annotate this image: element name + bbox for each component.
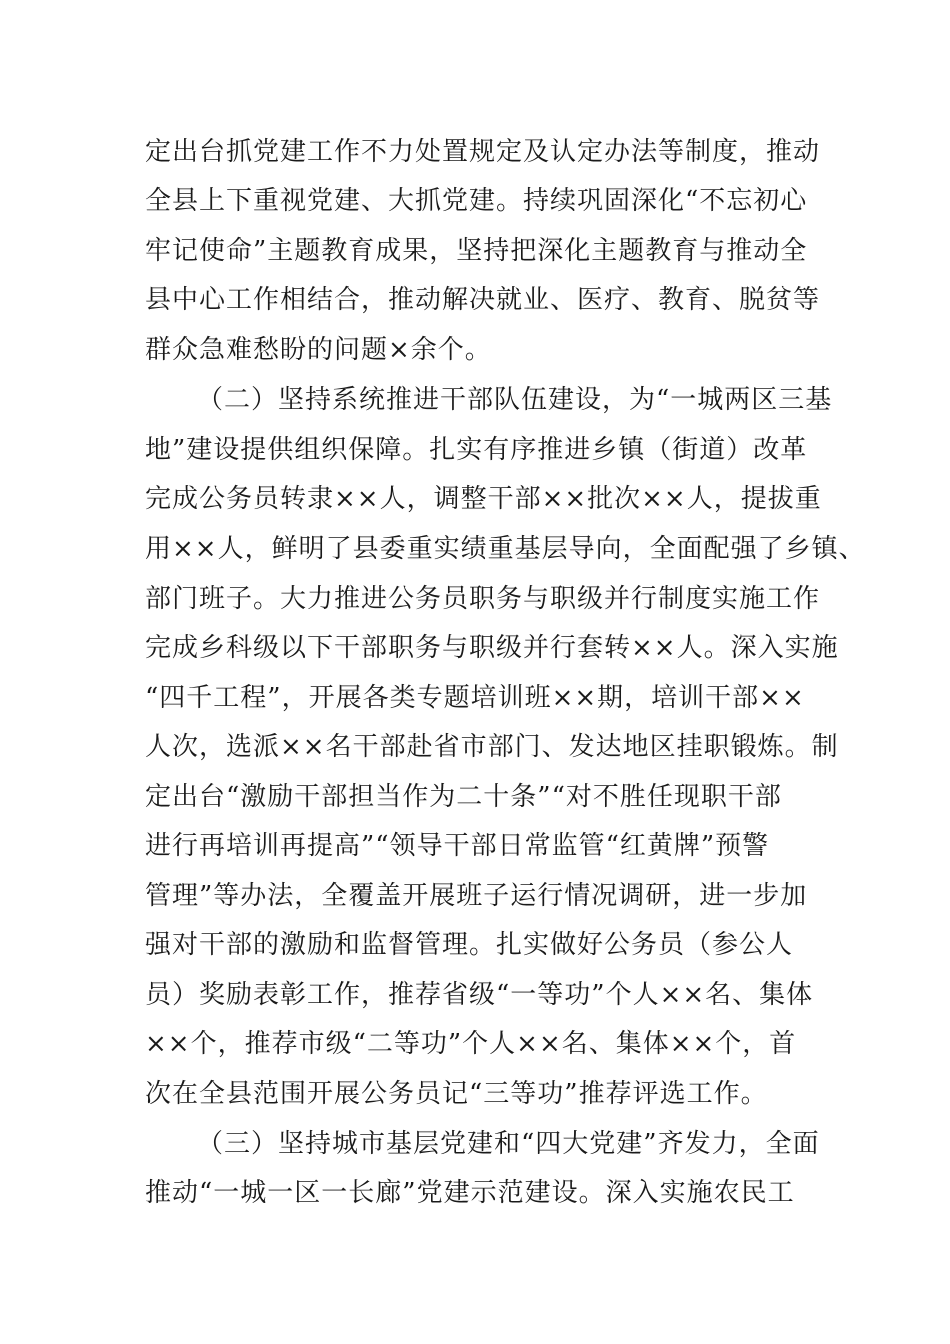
text-line: 用××人，鲜明了县委重实绩重基层导向，全面配强了乡镇、	[145, 534, 866, 564]
text-line: 定出台抓党建工作不力处置规定及认定办法等制度，推动	[145, 137, 821, 167]
text-line: “四千工程”，开展各类专题培训班××期，培训干部××	[145, 683, 805, 713]
text-line: 县中心工作相结合，推动解决就业、医疗、教育、脱贫等	[145, 285, 821, 315]
text-line: 全县上下重视党建、大抓党建。持续巩固深化“不忘初心	[145, 186, 808, 216]
text-line: 进行再培训再提高”“领导干部日常监管“红黄牌”预警	[145, 831, 770, 861]
text-line: ××个，推荐市级“二等功”个人××名、集体××个，首	[145, 1029, 797, 1059]
text-line: 群众急难愁盼的问题×余个。	[145, 335, 492, 365]
text-line: 人次，选派××名干部赴省市部门、发达地区挂职锻炼。制	[145, 732, 839, 762]
text-line: 推动“一城一区一长廊”党建示范建设。深入实施农民工	[145, 1178, 795, 1208]
section-heading-2: （二）坚持系统推进干部队伍建设，为“一城两区三基	[197, 385, 833, 415]
text-line: 地”建设提供组织保障。扎实有序推进乡镇（街道）改革	[145, 435, 808, 465]
text-line: 完成乡科级以下干部职务与职级并行套转××人。深入实施	[145, 633, 839, 663]
text-line: 定出台“激励干部担当作为二十条”“对不胜任现职干部	[145, 782, 782, 812]
text-line: 员）奖励表彰工作，推荐省级“一等功”个人××名、集体	[145, 980, 814, 1010]
text-line: 完成公务员转隶××人，调整干部××批次××人，提拔重	[145, 484, 822, 514]
section-heading-3: （三）坚持城市基层党建和“四大党建”齐发力，全面	[197, 1129, 820, 1159]
text-line: 次在全县范围开展公务员记“三等功”推荐评选工作。	[145, 1079, 768, 1109]
text-line: 部门班子。大力推进公务员职务与职级并行制度实施工作	[145, 584, 821, 614]
text-line: 强对干部的激励和监督管理。扎实做好公务员（参公人	[145, 930, 794, 960]
text-line: 管理”等办法，全覆盖开展班子运行情况调研，进一步加	[145, 881, 808, 911]
text-line: 牢记使命”主题教育成果，坚持把深化主题教育与推动全	[145, 236, 808, 266]
